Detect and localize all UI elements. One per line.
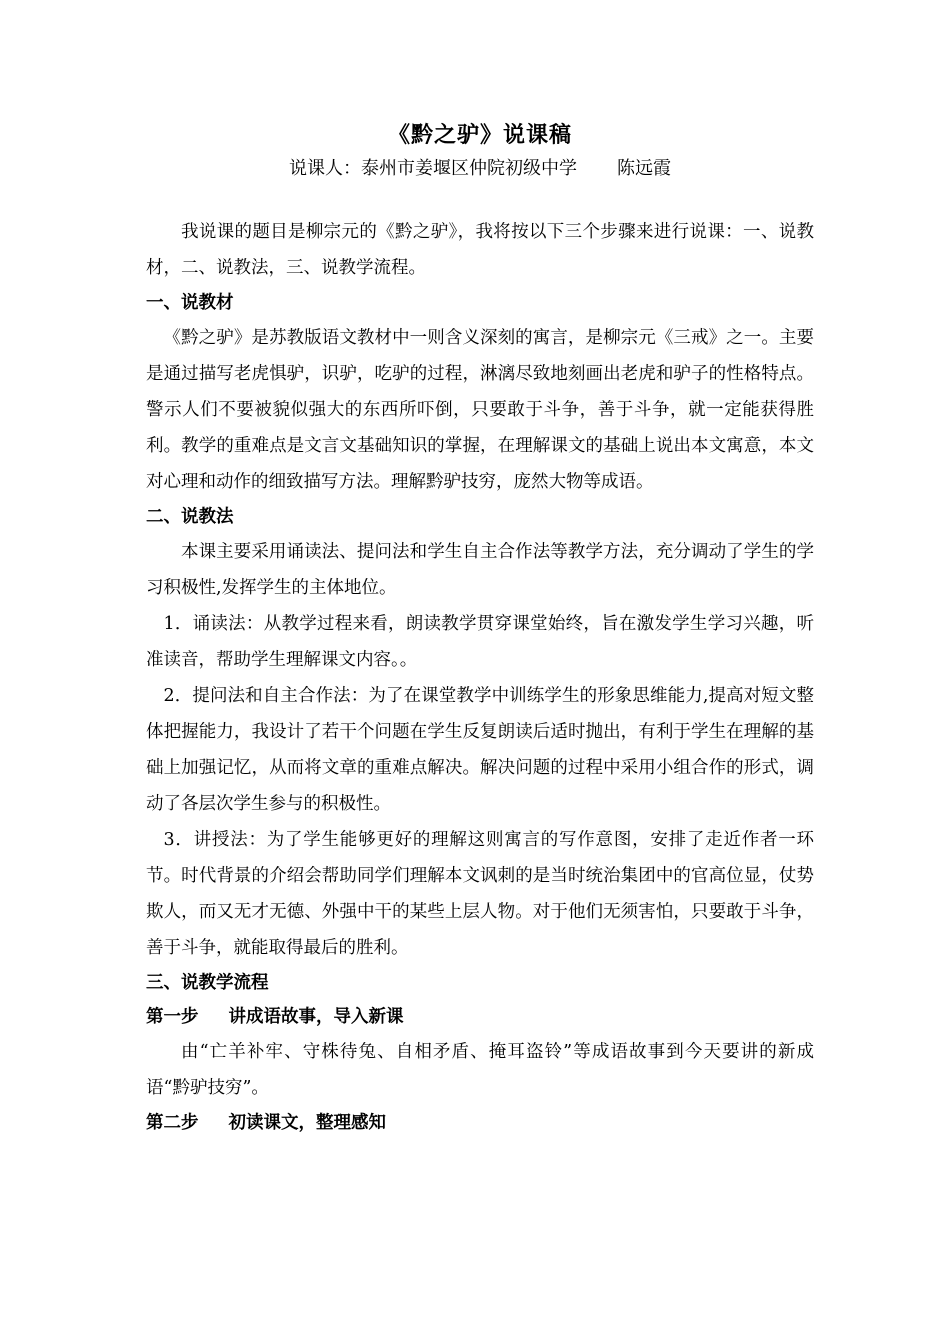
document-title: 《黔之驴》说课稿 <box>387 122 572 148</box>
step-one-title: 讲成语故事，导入新课 <box>228 1007 404 1027</box>
section-heading-methods: 二、说教法 <box>146 507 234 527</box>
step-two-heading <box>146 1106 814 1140</box>
method-item-reading: 1．诵读法：从教学过程来看，朗读教学贯穿课堂始终，旨在激发学生学习兴趣，听准读音，帮助学生理解课文内容。。 <box>146 614 814 670</box>
author-label: 说课人：泰州市姜堰区仲院初级中学 <box>289 158 577 179</box>
materials-paragraph: 《黔之驴》是苏教版语文教材中一则含义深刻的寓言，是柳宗元《三戒》之一。主要是通过描写老虎惧驴，识驴，吃驴的过程，淋漓尽致地刻画出老虎和驴子的性格特点。警示人们不要被貌似强大的东西所吓倒，只要敢于斗争，善于斗争，就一定能获得胜利。教学的重难点是文言文基础知识的掌握，在理解课文的基础上说出本文寓意，本文对心理和动作的细致描写方法。理解黔驴技穷，庞然大物等成语。 <box>146 328 814 492</box>
section-heading-process: 三、说教学流程 <box>146 973 269 993</box>
step-one-heading <box>146 1000 814 1034</box>
step-one-label: 第一步 <box>146 1007 199 1027</box>
step-two-title: 初读课文，整理感知 <box>228 1113 386 1133</box>
document-page <box>146 118 814 1140</box>
intro-paragraph: 我说课的题目是柳宗元的《黔之驴》，我将按以下三个步骤来进行说课：一、说教材，二、说教法，三、说教学流程。 <box>146 222 814 278</box>
author-line <box>146 152 814 186</box>
methods-paragraph: 本课主要采用诵读法、提问法和学生自主合作法等教学方法，充分调动了学生的学习积极性,发挥学生的主体地位。 <box>146 542 814 598</box>
section-heading-materials: 一、说教材 <box>146 293 234 313</box>
method-item-lecture: 3．讲授法：为了学生能够更好的理解这则寓言的写作意图，安排了走近作者一环节。时代背景的介绍会帮助同学们理解本文讽刺的是当时统治集团中的官高位显，仗势欺人，而又无才无德、外强中干的某些上层人物。对于他们无须害怕，只要敢于斗争，善于斗争，就能取得最后的胜利。 <box>146 830 814 958</box>
method-item-questioning: 2．提问法和自主合作法：为了在课堂教学中训练学生的形象思维能力,提高对短文整体把握能力，我设计了若干个问题在学生反复朗读后适时抛出，有利于学生在理解的基础上加强记忆，从而将文章的重难点解决。解决问题的过程中采用小组合作的形式，调动了各层次学生参与的积极性。 <box>146 686 814 814</box>
step-two-label: 第二步 <box>146 1113 199 1133</box>
author-name: 陈远霞 <box>617 158 671 179</box>
step-one-paragraph: 由“亡羊补牢、守株待兔、自相矛盾、掩耳盗铃”等成语故事到今天要讲的新成语“黔驴技穷”。 <box>146 1042 814 1098</box>
